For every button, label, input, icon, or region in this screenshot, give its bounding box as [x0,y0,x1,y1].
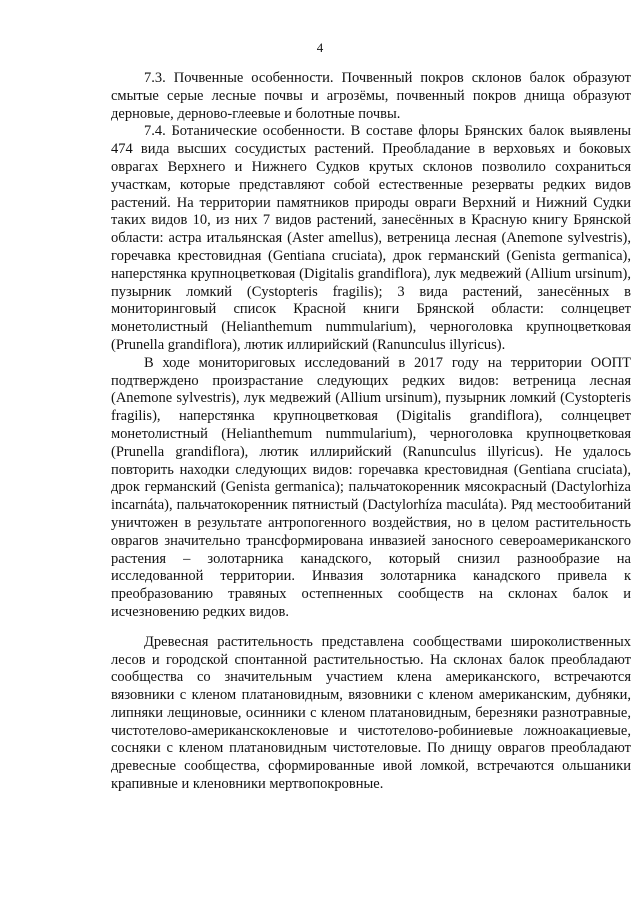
page-number: 4 [316,40,324,55]
paragraph-monitoring-results: В ходе мониториговых исследований в 2017 году на территории ООПТ подтверждено произрастание следующих редких видов: ветреница лесная (Anemone sylvestris), лук медвежий (Allium ursinum), пузырник ломкий (Cystopteris fragilis), наперстянка крупноцветковая (Digitalis grandiflora), солнцецвет монетолистный (Helianthemum nummularium), черноголовка крупноцветковая (Prunella grandiflora), лютик иллирийский (Ranunculus illyricus). Не удалось повторить находки следующих видов: горечавка крестовидная (Gentiana cruciata), дрок германский (Genista germanica); пальчатокоренник мясокрасный (Dactylorhiza incarnáta), пальчатокоренник пятнистый (Dactylorhíza maculáta). Ряд местообитаний уничтожен в результате антропогенного воздействия, но в целом растительность оврагов значительно трансформирована инвазией заносного североамериканского растения – золотарника канадского, который снизил разнообразие на исследованной территории. Инвазия золотарника канадского привела к преобразованию травяных остепненных сообществ на склонах балок и исчезновению редких видов. [111,354,631,620]
paragraph-gap [111,622,631,634]
paragraph-soil-features: 7.3. Почвенные особенности. Почвенный покров склонов балок образуют смытые серые лесные почвы и агрозёмы, почвенный покров днища образуют дерновые, дерново-глеевые и болотные почвы. [111,70,631,122]
document-body [111,70,631,794]
paragraph-woody-vegetation: Древесная растительность представлена сообществами широколиственных лесов и городской спонтанной растительностью. На склонах балок преобладают сообщества со значительным участием клена американского, встречаются вязовники с кленом платановидным, вязовники с кленом американским, дубняки, липняки лещиновые, осинники с кленом платановидным, березняки разнотравные, чистотелово-американскокленовые и чистотелово-робиниевые ложноакациевые, сосняки с кленом платановидным чистотеловые. По днищу оврагов преобладают древесные сообщества, сформированные ивой ломкой, встречаются ольшаники крапивные и кленовники мертвопокровные. [111,633,631,793]
paragraph-botanical-features: 7.4. Ботанические особенности. В составе флоры Брянских балок выявлены 474 вида высших сосудистых растений. Преобладание в верховьях и боковых оврагах Верхнего и Нижнего Судков крутых склонов позволило сохраниться участкам, которые представляют собой естественные резерваты редких видов растений. На территории памятников природы овраги Верхний и Нижний Судки таких видов 10, из них 7 видов растений, занесённых в Красную книгу Брянской области: астра итальянская (Aster amellus), ветреница лесная (Anemone sylvestris), горечавка крестовидная (Gentiana cruciata), дрок германский (Genista germanica), наперстянка крупноцветковая (Digitalis grandiflora), лук медвежий (Allium ursinum), пузырник ломкий (Cystopteris fragilis); 3 вида растений, занесённых в мониторинговый список Красной книги Брянской области: солнцецвет монетолистный (Helianthemum nummularium), черноголовка крупноцветковая (Prunella grandiflora), лютик иллирийский (Ranunculus illyricus). [111,123,631,353]
